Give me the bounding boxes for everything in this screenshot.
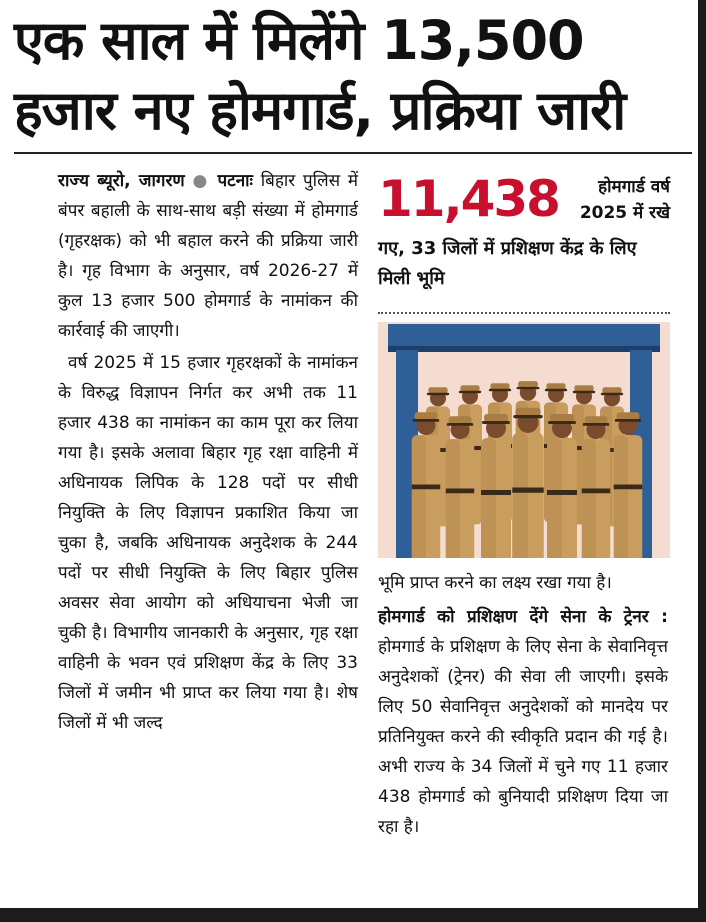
officer-body-shade: [614, 435, 628, 558]
officer-cap-brim: [513, 415, 542, 418]
officer-cap: [484, 414, 508, 422]
officer-cap-brim: [545, 389, 567, 391]
officer-cap-brim: [583, 423, 610, 426]
dateline: पटनाः: [217, 171, 253, 191]
officer-body-shade: [481, 438, 496, 558]
officer-cap-brim: [413, 419, 440, 422]
training-subhead: होमगार्ड को प्रशिक्षण देंगे सेना के ट्रेनर :: [378, 607, 668, 627]
officer-cap: [574, 385, 593, 391]
officer-cap-brim: [447, 423, 474, 426]
headline: एक साल में मिलेंगे 13,500 हजार नए होमगार्ड, प्रक्रिया जारी: [14, 9, 626, 142]
highlight-stat: [378, 168, 670, 228]
officer-cap: [515, 408, 540, 416]
officer-cap: [415, 412, 438, 420]
dotted-separator: [378, 312, 670, 314]
officer-belt: [547, 490, 577, 495]
officer-cap-brim: [517, 387, 540, 389]
officer-belt: [614, 485, 643, 490]
highlight-text: गए, 33 जिलों में प्रशिक्षण केंद्र के लिए मिली भूमि: [378, 238, 637, 289]
officer-cap-brim: [427, 393, 449, 395]
officer-cap-brim: [548, 421, 576, 424]
arch-top-shade: [388, 346, 660, 352]
paragraph-1-text: बिहार पुलिस में बंपर बहाली के साथ-साथ बड़ी संख्या में होमगार्ड (गृहरक्षक) को भी बहाल करने की प्रक्रिया जारी है। गृह विभाग के अनुसार, वर्ष 2026-27 में कुल 13 हजार 500 होमगार्ड के नामांकन की कार्रवाई की जाएगी।: [58, 171, 359, 341]
highlight-side-text: होमगार्ड वर्ष 2025 में रखे: [579, 177, 670, 223]
frame-border-right: [698, 0, 706, 922]
officer-cap: [428, 387, 447, 393]
officer-cap: [617, 412, 640, 420]
right-paragraph-continued: भूमि प्राप्त करने का लक्ष्य रखा गया है।: [378, 573, 612, 593]
officer-belt: [582, 489, 611, 494]
officer-belt: [512, 488, 544, 493]
officer-cap-brim: [573, 391, 595, 393]
officer-body-shade: [412, 435, 426, 558]
officer-cap: [585, 416, 608, 424]
headline-rule: [14, 152, 692, 154]
right-paragraph-2: [378, 602, 668, 842]
officer-belt: [446, 489, 475, 494]
officer-cap: [546, 383, 565, 389]
homeguard-illustration: [378, 322, 670, 558]
officer-body-shade: [512, 433, 528, 558]
officer-cap: [550, 414, 574, 422]
left-column: [58, 166, 358, 738]
officer-belt: [481, 490, 511, 495]
left-paragraph-1: [58, 166, 358, 346]
officer-cap-brim: [615, 419, 642, 422]
officer-body-shade: [446, 439, 460, 558]
officer-cap: [602, 387, 621, 393]
byline: राज्य ब्यूरो, जागरण: [58, 171, 185, 191]
officer-cap: [449, 416, 472, 424]
highlight-number: 11,438: [378, 170, 559, 228]
officer-body-shade: [547, 438, 562, 558]
officer-cap-brim: [489, 389, 511, 391]
officer-cap: [490, 383, 509, 389]
officer-cap: [518, 381, 538, 388]
officers-group: [412, 381, 643, 558]
officer-cap-brim: [601, 393, 623, 395]
frame-border-bottom: [0, 908, 706, 922]
officer-cap: [460, 385, 479, 391]
left-paragraph-2: वर्ष 2025 में 15 हजार गृहरक्षकों के नामांकन के विरुद्ध विज्ञापन निर्गत कर अभी तक 11 हजार 438 का नामांकन का काम पूरा कर लिया गया है। इसके अलावा बिहार गृह रक्षा वाहिनी में अधिनायक लिपिक के 128 पदों पर सीधी नियुक्ति के लिए विज्ञापन प्रकाशित किया जा चुका है, जबकि अधिनायक अनुदेशक के 244 पदों पर सीधी नियुक्ति के लिए बिहार पुलिस अवसर सेवा आयोग को अधियाचना भेजी जा चुकी है। विभागीय जानकारी के अनुसार, गृह रक्षा वाहिनी के भवन एवं प्रशिक्षण केंद्र के लिए 33 जिलों में जमीन भी प्राप्त कर लिया गया है। शेष जिलों में भी जल्द: [58, 353, 358, 733]
officer-body-shade: [582, 439, 596, 558]
officer-belt: [412, 485, 441, 490]
officer-cap-brim: [482, 421, 510, 424]
right-column: [378, 568, 668, 842]
officer-cap-brim: [459, 391, 481, 393]
training-paragraph: होमगार्ड के प्रशिक्षण के लिए सेना के सेवानिवृत्त अनुदेशकों (ट्रेनर) की सेवा ली जाएगी। इसके लिए 50 सेवानिवृत्त अनुदेशकों को मानदेय पर प्रतिनियुक्त करने की स्वीकृति प्रदान की गई है। अभी राज्य के 34 जिलों में चुने गए 11 हजार 438 होमगार्ड को बुनियादी प्रशिक्षण दिया जा रहा है।: [378, 637, 668, 837]
byline-separator: ●: [192, 171, 210, 191]
